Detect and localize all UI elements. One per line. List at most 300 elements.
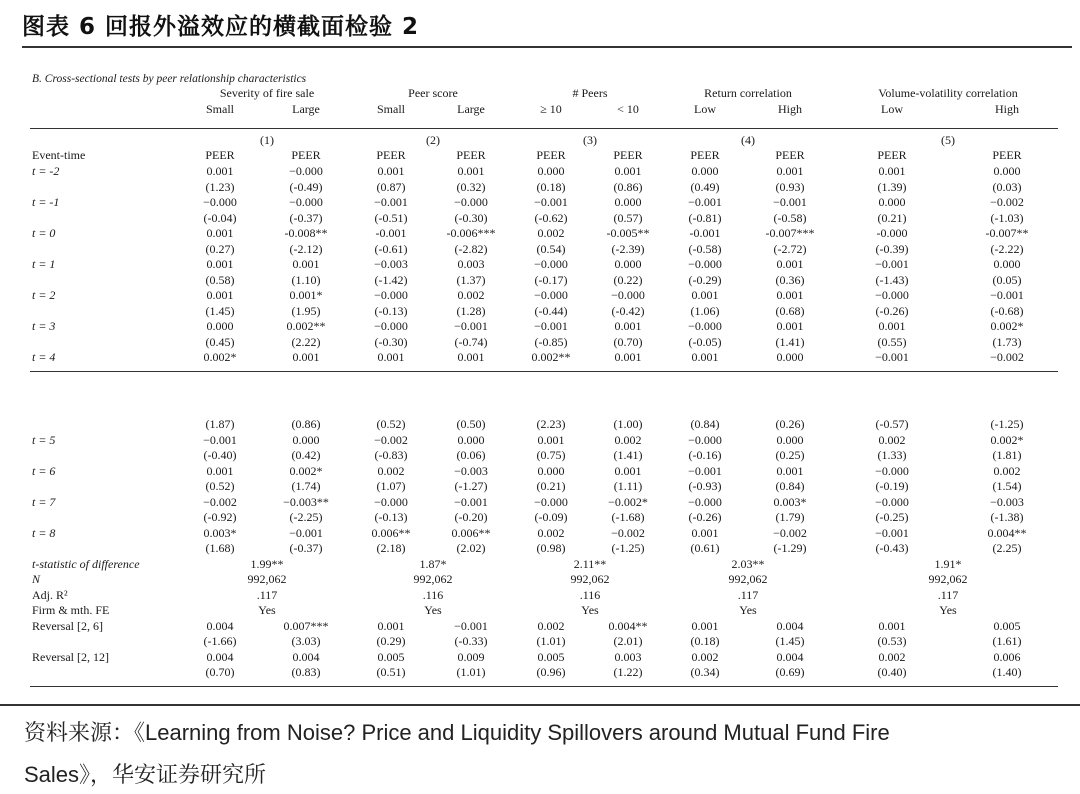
coef-cell: −0.000 <box>289 195 323 209</box>
tstat-cell: (1.39) <box>877 179 907 194</box>
tstat-cell: (1.81) <box>992 448 1022 462</box>
tstat-cell: (1.41) <box>613 448 643 462</box>
coef-cell: 0.001 <box>292 350 320 364</box>
coef-cell: -0.007** <box>985 226 1029 240</box>
observations-label: N <box>32 572 41 586</box>
tstat-cell: (-0.25) <box>875 510 909 524</box>
tstat-cell: (0.51) <box>376 665 406 679</box>
coef-cell: −0.001 <box>534 319 568 333</box>
fixed-effects-value: Yes <box>939 603 957 617</box>
row-label: t = 7 <box>32 494 56 509</box>
tstat-cell: (-0.19) <box>875 479 909 493</box>
peer-label: PEER <box>690 148 720 162</box>
coef-cell: -0.008** <box>284 226 328 240</box>
coef-cell: 0.001 <box>537 432 565 447</box>
tstat-cell: (1.40) <box>992 665 1022 679</box>
coef-cell: −0.002* <box>608 494 648 509</box>
coef-cell: −0.000 <box>534 257 568 271</box>
tstat-cell: (0.21) <box>877 210 907 225</box>
tstat-cell: (-0.30) <box>374 334 408 349</box>
tstat-cell: (-1.25) <box>990 417 1024 431</box>
tstat-cell: (0.75) <box>536 448 566 462</box>
coef-cell: 0.001 <box>614 463 642 478</box>
coef-cell: −0.000 <box>688 494 722 509</box>
tstat-cell: (1.45) <box>205 303 235 318</box>
coef-cell: 0.006** <box>451 525 491 540</box>
tstat-cell: (-0.62) <box>534 210 568 225</box>
tstat-cell: (2.18) <box>376 541 406 555</box>
column-number: (5) <box>941 133 955 147</box>
bottom-rule <box>30 686 1058 687</box>
reversal-label: Reversal [2, 12] <box>32 649 109 664</box>
tstat-cell: (-0.17) <box>534 272 568 287</box>
coef-cell: 0.001 <box>377 164 405 178</box>
coef-cell: 0.002 <box>878 649 906 664</box>
tstat-cell: (-0.13) <box>374 303 408 318</box>
tstat-cell: (1.73) <box>992 334 1022 349</box>
tstat-cell: (-1.42) <box>374 272 408 287</box>
column-number: (3) <box>583 133 597 147</box>
subgroup-header: < 10 <box>617 102 639 116</box>
coef-cell: -0.001 <box>375 226 407 240</box>
tstat-difference-label: t-statistic of difference <box>32 556 140 571</box>
tstat-cell: (0.58) <box>205 272 235 287</box>
tstat-cell: (0.93) <box>775 179 805 194</box>
coef-cell: 0.004 <box>206 649 234 664</box>
coef-cell: −0.000 <box>534 288 568 302</box>
tstat-cell: (-0.05) <box>688 334 722 349</box>
tstat-cell: (0.29) <box>376 634 406 648</box>
subgroup-header: ≥ 10 <box>540 102 562 116</box>
coef-cell: −0.001 <box>688 195 722 209</box>
coef-cell: −0.002 <box>990 350 1024 364</box>
tstat-cell: (-0.81) <box>688 210 722 225</box>
coef-cell: −0.000 <box>688 319 722 333</box>
column-number: (4) <box>741 133 755 147</box>
tstat-cell: (0.61) <box>690 541 720 555</box>
observations-value: 992,062 <box>928 572 968 586</box>
peer-label: PEER <box>536 148 566 162</box>
coef-cell: 0.002* <box>289 463 323 478</box>
group-header: Severity of fire sale <box>219 86 315 100</box>
tstat-difference-value: 2.11** <box>573 556 607 571</box>
tstat-cell: (1.87) <box>205 417 235 431</box>
coef-cell: -0.000 <box>876 226 908 240</box>
tstat-difference-value: 1.87* <box>419 556 447 571</box>
tstat-cell: (1.06) <box>690 303 720 318</box>
tstat-cell: (0.36) <box>775 272 805 287</box>
tstat-cell: (0.54) <box>536 241 566 256</box>
peer-label: PEER <box>775 148 805 162</box>
coef-cell: −0.001 <box>454 319 488 333</box>
coef-cell: 0.005 <box>537 649 565 664</box>
subgroup-header: High <box>778 102 802 116</box>
tstat-cell: (1.00) <box>613 417 643 431</box>
coef-cell: 0.004 <box>206 618 234 633</box>
header-rule <box>30 128 1058 129</box>
tstat-cell: (0.55) <box>877 334 907 349</box>
tstat-cell: (0.84) <box>775 479 805 493</box>
tstat-cell: (-2.39) <box>611 241 645 256</box>
tstat-cell: (0.52) <box>205 479 235 493</box>
coef-cell: 0.002 <box>993 463 1021 478</box>
tstat-cell: (1.41) <box>775 334 805 349</box>
row-label: t = 3 <box>32 319 56 333</box>
tstat-cell: (0.84) <box>690 417 720 431</box>
row-label: t = 0 <box>32 226 56 240</box>
coef-cell: 0.005 <box>993 618 1021 633</box>
observations-value: 992,062 <box>413 572 453 586</box>
tstat-cell: (-2.25) <box>289 510 323 524</box>
coef-cell: 0.002** <box>531 350 571 364</box>
tstat-cell: (-0.74) <box>454 334 488 349</box>
coef-cell: −0.000 <box>203 195 237 209</box>
coef-cell: 0.001 <box>776 288 804 302</box>
tstat-cell: (-0.57) <box>875 417 909 431</box>
tstat-cell: (-1.66) <box>203 634 237 648</box>
fixed-effects-value: Yes <box>739 603 757 617</box>
subgroup-header: Low <box>694 102 716 116</box>
coef-cell: 0.000 <box>776 350 804 364</box>
tstat-cell: (1.28) <box>456 303 486 318</box>
row-label: t = -1 <box>32 195 60 209</box>
coef-cell: −0.000 <box>875 288 909 302</box>
tstat-cell: (0.18) <box>690 634 720 648</box>
peer-label: PEER <box>456 148 486 162</box>
coef-cell: 0.001 <box>377 350 405 364</box>
source-line-1: 资料来源：《Learning from Noise? Price and Liquidity Spillovers around Mutual Fund Fire <box>24 720 890 745</box>
tstat-cell: (0.98) <box>536 541 566 555</box>
coef-cell: 0.002 <box>537 525 565 540</box>
coef-cell: 0.003 <box>457 257 485 271</box>
tstat-cell: (-1.68) <box>611 510 645 524</box>
coef-cell: −0.001 <box>289 525 323 540</box>
tstat-cell: (0.22) <box>613 272 643 287</box>
coef-cell: 0.003* <box>773 494 807 509</box>
tstat-cell: (-0.04) <box>203 210 237 225</box>
tstat-cell: (2.01) <box>613 634 643 648</box>
adj-r2-value: .116 <box>422 587 444 602</box>
coef-cell: 0.006** <box>371 525 411 540</box>
column-number: (1) <box>260 133 274 147</box>
coef-cell: 0.000 <box>537 164 565 178</box>
tstat-cell: (-0.44) <box>534 303 568 318</box>
fixed-effects-value: Yes <box>581 603 599 617</box>
tstat-cell: (-0.68) <box>990 303 1024 318</box>
tstat-cell: (-0.16) <box>688 448 722 462</box>
tstat-cell: (0.25) <box>775 448 805 462</box>
coef-cell: −0.000 <box>688 257 722 271</box>
row-label: t = 4 <box>32 350 56 364</box>
coef-cell: 0.000 <box>993 164 1021 178</box>
event-time-label: Event-time <box>32 148 86 162</box>
tstat-cell: (-0.09) <box>534 510 568 524</box>
coef-cell: 0.001 <box>776 257 804 271</box>
coef-cell: 0.001 <box>457 164 485 178</box>
tstat-cell: (-0.58) <box>688 241 722 256</box>
coef-cell: -0.001 <box>689 226 721 240</box>
tstat-cell: (-1.29) <box>773 541 807 555</box>
tstat-cell: (-0.37) <box>289 541 323 555</box>
coef-cell: −0.002 <box>203 494 237 509</box>
coef-cell: 0.002* <box>990 432 1024 447</box>
tstat-cell: (0.06) <box>456 448 486 462</box>
tstat-cell: (-0.58) <box>773 210 807 225</box>
tstat-cell: (1.33) <box>877 448 907 462</box>
tstat-cell: (1.10) <box>291 272 321 287</box>
tstat-cell: (-0.61) <box>374 241 408 256</box>
coef-cell: −0.001 <box>875 257 909 271</box>
coef-cell: 0.004 <box>292 649 320 664</box>
subgroup-header: Small <box>376 102 406 116</box>
coef-cell: 0.006 <box>993 649 1021 664</box>
coef-cell: −0.003 <box>454 463 488 478</box>
tstat-cell: (0.18) <box>536 179 566 194</box>
coef-cell: −0.003** <box>283 494 329 509</box>
tstat-cell: (-0.13) <box>374 510 408 524</box>
group-header: Peer score <box>408 86 458 100</box>
tstat-cell: (0.70) <box>613 334 643 349</box>
coef-cell: −0.002 <box>773 525 807 540</box>
tstat-cell: (-0.92) <box>203 510 237 524</box>
peer-label: PEER <box>613 148 643 162</box>
tstat-cell: (0.86) <box>613 179 643 194</box>
source-line-2: Sales》，华安证券研究所 <box>24 762 267 787</box>
coef-cell: 0.000 <box>993 257 1021 271</box>
tstat-cell: (1.11) <box>613 479 643 493</box>
coef-cell: −0.002 <box>611 525 645 540</box>
coef-cell: 0.001 <box>457 350 485 364</box>
coef-cell: −0.000 <box>534 494 568 509</box>
tstat-cell: (0.32) <box>456 179 486 194</box>
coef-cell: −0.001 <box>454 494 488 509</box>
tstat-cell: (-1.03) <box>990 210 1024 225</box>
tstat-cell: (0.52) <box>376 417 406 431</box>
coef-cell: 0.001 <box>206 288 234 302</box>
coef-cell: 0.004** <box>987 525 1027 540</box>
tstat-cell: (-0.49) <box>289 179 323 194</box>
coef-cell: 0.002 <box>878 432 906 447</box>
subgroup-header: Large <box>292 102 320 116</box>
coef-cell: −0.001 <box>374 195 408 209</box>
tstat-cell: (-2.12) <box>289 241 323 256</box>
coef-cell: 0.002 <box>537 226 565 240</box>
tstat-cell: (-0.37) <box>289 210 323 225</box>
coef-cell: 0.001 <box>691 525 719 540</box>
tstat-cell: (0.26) <box>775 417 805 431</box>
figure-title: 图表 6 回报外溢效应的横截面检验 2 <box>22 14 420 40</box>
tstat-cell: (0.50) <box>456 417 486 431</box>
row-label: t = -2 <box>32 164 60 178</box>
coef-cell: 0.004** <box>608 618 648 633</box>
coef-cell: 0.002 <box>537 618 565 633</box>
tstat-cell: (2.02) <box>456 541 486 555</box>
adj-r2-label: Adj. R² <box>32 587 68 602</box>
coef-cell: 0.002* <box>203 350 237 364</box>
coef-cell: −0.000 <box>374 494 408 509</box>
reversal-label: Reversal [2, 6] <box>32 618 103 633</box>
coef-cell: 0.000 <box>457 432 485 447</box>
coef-cell: −0.003 <box>374 257 408 271</box>
tstat-cell: (-0.43) <box>875 541 909 555</box>
subgroup-header: Low <box>881 102 903 116</box>
coef-cell: 0.002 <box>457 288 485 302</box>
tstat-cell: (-0.85) <box>534 334 568 349</box>
coef-cell: 0.005 <box>377 649 405 664</box>
coef-cell: −0.000 <box>374 319 408 333</box>
tstat-cell: (0.70) <box>205 665 235 679</box>
fixed-effects-label: Firm & mth. FE <box>32 603 110 617</box>
tstat-cell: (2.25) <box>992 541 1022 555</box>
coef-cell: −0.002 <box>374 432 408 447</box>
tstat-cell: (1.45) <box>775 634 805 648</box>
tstat-cell: (-0.26) <box>875 303 909 318</box>
tstat-cell: (-0.30) <box>454 210 488 225</box>
tstat-cell: (-0.93) <box>688 479 722 493</box>
tstat-cell: (1.79) <box>775 510 805 524</box>
subgroup-header: High <box>995 102 1019 116</box>
tstat-cell: (0.05) <box>992 272 1022 287</box>
coef-cell: -0.006*** <box>446 226 496 240</box>
coef-cell: 0.002* <box>990 319 1024 333</box>
coef-cell: −0.001 <box>990 288 1024 302</box>
coef-cell: 0.001 <box>206 257 234 271</box>
coef-cell: −0.001 <box>875 525 909 540</box>
coef-cell: 0.001 <box>614 319 642 333</box>
group-header: Return correlation <box>704 86 792 100</box>
coef-cell: 0.001 <box>614 350 642 364</box>
tstat-cell: (0.68) <box>775 303 805 318</box>
coef-cell: −0.001 <box>203 432 237 447</box>
coef-cell: 0.000 <box>776 432 804 447</box>
tstat-cell: (-1.27) <box>454 479 488 493</box>
coef-cell: 0.004 <box>776 649 804 664</box>
row-label: t = 1 <box>32 257 56 271</box>
coef-cell: 0.001 <box>691 618 719 633</box>
coef-cell: −0.000 <box>875 463 909 478</box>
tstat-cell: (-1.25) <box>611 541 645 555</box>
tstat-cell: (-0.51) <box>374 210 408 225</box>
tstat-cell: (1.22) <box>613 665 643 679</box>
coef-cell: 0.003 <box>614 649 642 664</box>
coef-cell: −0.000 <box>289 164 323 178</box>
peer-label: PEER <box>376 148 406 162</box>
tstat-cell: (1.54) <box>992 479 1022 493</box>
coef-cell: 0.002 <box>614 432 642 447</box>
tstat-cell: (1.01) <box>456 665 486 679</box>
subgroup-header: Small <box>205 102 235 116</box>
coef-cell: 0.000 <box>614 257 642 271</box>
tstat-cell: (1.07) <box>376 479 406 493</box>
coef-cell: 0.000 <box>691 164 719 178</box>
tstat-difference-value: 1.91* <box>934 556 962 571</box>
tstat-cell: (1.37) <box>456 272 486 287</box>
tstat-cell: (-0.83) <box>374 448 408 462</box>
peer-label: PEER <box>877 148 907 162</box>
coef-cell: −0.001 <box>454 618 488 633</box>
coef-cell: 0.001 <box>377 618 405 633</box>
coef-cell: −0.000 <box>454 195 488 209</box>
tstat-cell: (0.96) <box>536 665 566 679</box>
tstat-cell: (0.86) <box>291 417 321 431</box>
row-label: t = 8 <box>32 525 56 540</box>
fixed-effects-value: Yes <box>258 603 276 617</box>
coef-cell: -0.007*** <box>765 226 815 240</box>
tstat-cell: (1.95) <box>291 303 321 318</box>
tstat-cell: (1.74) <box>291 479 321 493</box>
tstat-cell: (0.42) <box>291 448 321 462</box>
title-divider <box>22 46 1072 48</box>
coef-cell: −0.000 <box>688 432 722 447</box>
coef-cell: −0.003 <box>990 494 1024 509</box>
panel-title: B. Cross-sectional tests by peer relationship characteristics <box>32 73 307 85</box>
tstat-cell: (-0.33) <box>454 634 488 648</box>
coef-cell: 0.001 <box>878 164 906 178</box>
group-header: Volume-volatility correlation <box>878 86 1018 100</box>
tstat-cell: (0.03) <box>992 179 1022 194</box>
coef-cell: 0.000 <box>878 195 906 209</box>
tstat-cell: (-2.72) <box>773 241 807 256</box>
coef-cell: −0.001 <box>875 350 909 364</box>
tstat-difference-value: 1.99** <box>250 556 284 571</box>
tstat-cell: (1.68) <box>205 541 235 555</box>
tstat-cell: (0.57) <box>613 210 643 225</box>
coef-cell: 0.002** <box>286 319 326 333</box>
peer-label: PEER <box>205 148 235 162</box>
coef-cell: 0.001 <box>206 463 234 478</box>
coef-cell: -0.005** <box>606 226 650 240</box>
tstat-difference-value: 2.03** <box>731 556 765 571</box>
coef-cell: 0.001 <box>878 618 906 633</box>
observations-value: 992,062 <box>570 572 610 586</box>
coef-cell: −0.002 <box>990 195 1024 209</box>
coef-cell: 0.001 <box>776 463 804 478</box>
tstat-cell: (-2.82) <box>454 241 488 256</box>
regression-table <box>30 70 1060 688</box>
block-rule <box>30 371 1058 372</box>
tstat-cell: (-1.43) <box>875 272 909 287</box>
row-label: t = 2 <box>32 288 56 302</box>
coef-cell: 0.001 <box>776 164 804 178</box>
footer-divider <box>0 704 1080 706</box>
coef-cell: 0.001 <box>691 350 719 364</box>
coef-cell: 0.000 <box>292 432 320 447</box>
coef-cell: 0.002 <box>377 463 405 478</box>
observations-value: 992,062 <box>247 572 287 586</box>
coef-cell: 0.002 <box>691 649 719 664</box>
tstat-cell: (-1.38) <box>990 510 1024 524</box>
adj-r2-value: .117 <box>256 587 278 602</box>
fixed-effects-value: Yes <box>424 603 442 617</box>
adj-r2-value: .117 <box>937 587 959 602</box>
adj-r2-value: .116 <box>579 587 601 602</box>
coef-cell: 0.001 <box>878 319 906 333</box>
tstat-cell: (2.23) <box>536 417 566 431</box>
tstat-cell: (1.01) <box>536 634 566 648</box>
tstat-cell: (-0.42) <box>611 303 645 318</box>
tstat-cell: (0.69) <box>775 665 805 679</box>
coef-cell: −0.000 <box>875 494 909 509</box>
coef-cell: 0.001 <box>206 226 234 240</box>
tstat-cell: (0.83) <box>291 665 321 679</box>
tstat-cell: (0.53) <box>877 634 907 648</box>
tstat-cell: (0.21) <box>536 479 566 493</box>
row-label: t = 6 <box>32 463 56 478</box>
adj-r2-value: .117 <box>737 587 759 602</box>
coef-cell: 0.001 <box>292 257 320 271</box>
row-label: t = 5 <box>32 432 56 447</box>
coef-cell: −0.001 <box>773 195 807 209</box>
